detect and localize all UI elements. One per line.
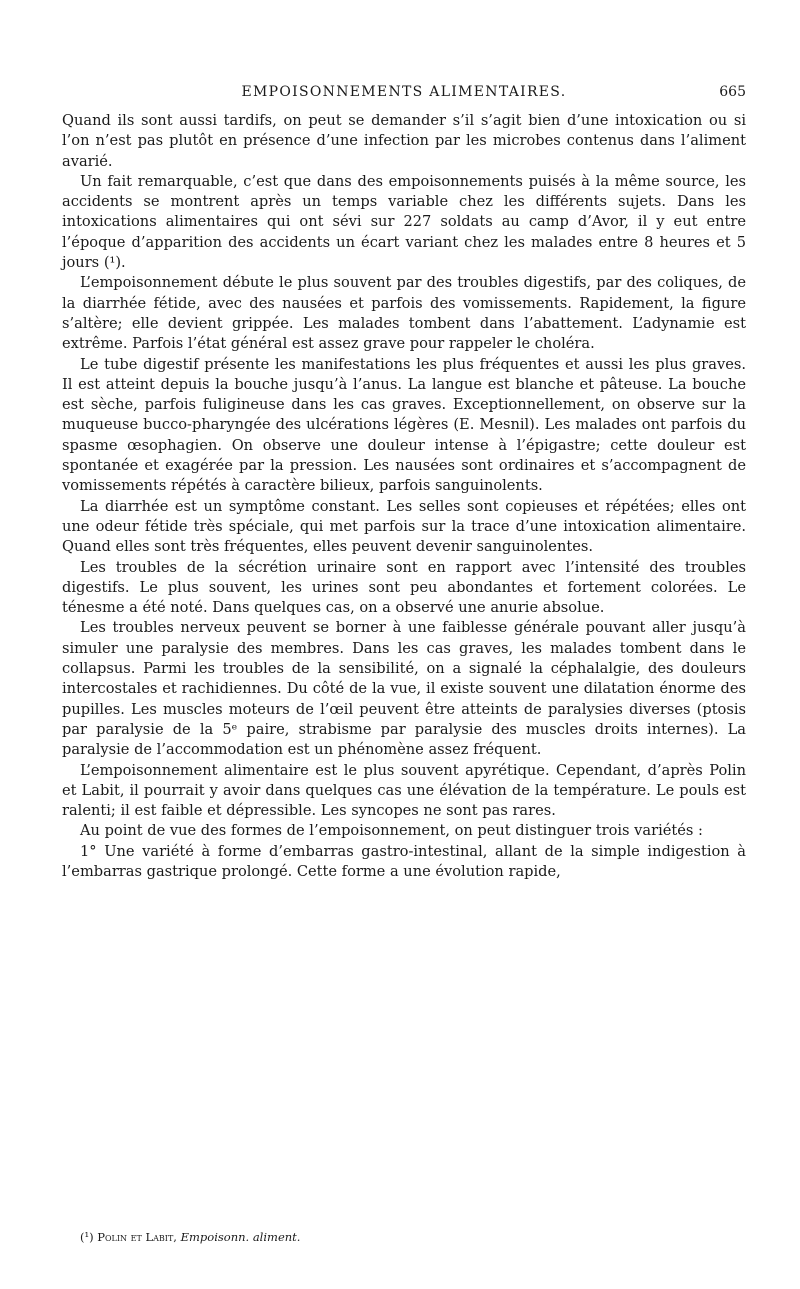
paragraph: Au point de vue des formes de l’empoisonnement, on peut distinguer trois variétés : bbox=[80, 822, 703, 840]
paragraph: Les troubles nerveux peuvent se borner à une faiblesse générale pouvant aller jusqu’à simuler une paralysie des membres. Dans les cas graves, les malades tombent dans le collapsus. Parmi les troubles de la sensibilité, on a signalé la céphalalgie, des douleurs intercostales et rachidiennes. Du côté de la vue, il existe souvent une dilatation énorme des pupilles. Les muscles moteurs de l’œil peuvent être atteints de paralysies diverses (ptosis par paralysie de la 5ᵉ paire, strabisme par paralysie des muscles droits internes). La paralysie de l’accommodation est un phénomène assez fréquent. bbox=[62, 619, 746, 759]
paragraph: La diarrhée est un symptôme constant. Les selles sont copieuses et répétées; elles ont une odeur fétide très spéciale, qui met parfois sur la trace d’une intoxication alimentaire. Quand elles sont très fréquentes, elles peuvent devenir sanguinolentes. bbox=[62, 497, 746, 556]
page-number: 665 bbox=[719, 84, 746, 100]
paragraph: L’empoisonnement alimentaire est le plus souvent apyrétique. Cependant, d’après Polin et Labit, il pourrait y avoir dans quelques cas une élévation de la température. Le pouls est ralenti; il est faible et dépressible. Les syncopes ne sont pas rares. bbox=[62, 761, 746, 820]
paragraph: L’empoisonnement débute le plus souvent par des troubles digestifs, par des coliques, de la diarrhée fétide, avec des nausées et parfois des vomissements. Rapidement, la figure s’altère; elle devient grippée. Les malades tombent dans l’abattement. L’adynamie est extrême. Parfois l’état général est assez grave pour rappeler le choléra. bbox=[62, 274, 746, 353]
paragraph: Le tube digestif présente les manifestations les plus fréquentes et aussi les plus graves. Il est atteint depuis la bouche jusqu’à l’anus. La langue est blanche et pâteuse. La bouche est sèche, parfois fuligineuse dans les cas graves. Exceptionnellement, on observe sur la muqueuse bucco-pharyngée des ulcérations légères (E. Mesnil). Les malades ont parfois du spasme œsophagien. On observe une douleur intense à l’épigastre; cette douleur est spontanée et exagérée par la pression. Les nausées sont ordinaires et s’accompagnent de vomissements répétés à caractère bilieux, parfois sanguinolents. bbox=[62, 355, 746, 495]
running-title: EMPOISONNEMENTS ALIMENTAIRES. bbox=[241, 84, 567, 100]
paragraph: 1° Une variété à forme d’embarras gastro-intestinal, allant de la simple indigestion à l’embarras gastrique prolongé. Cette forme a une évolution rapide, bbox=[62, 842, 746, 880]
footnote-work: Empoisonn. aliment. bbox=[180, 1230, 301, 1244]
paragraph-continuation: Quand ils sont aussi tardifs, on peut se demander s’il s’agit bien d’une intoxication ou si l’on n’est pas plutôt en présence d’une infection par les microbes contenus dans l’aliment avarié. bbox=[62, 112, 746, 170]
footnote-marker: (¹) bbox=[80, 1230, 94, 1244]
paragraph: Les troubles de la sécrétion urinaire sont en rapport avec l’intensité des troubles digestifs. Le plus souvent, les urines sont peu abondantes et fortement colorées. Le ténesme a été noté. Dans quelques cas, on a observé une anurie absolue. bbox=[62, 558, 746, 617]
footnote-authors: Polin et Labit, bbox=[97, 1230, 177, 1244]
footnote bbox=[80, 1230, 740, 1244]
paragraph: Un fait remarquable, c’est que dans des empoisonnements puisés à la même source, les accidents se montrent après un temps variable chez les différents sujets. Dans les intoxications alimentaires qui ont sévi sur 227 soldats au camp d’Avor, il y eut entre l’époque d’apparition des accidents un écart variant chez les malades entre 8 heures et 5 jours (¹). bbox=[62, 172, 746, 272]
body-text bbox=[62, 111, 746, 882]
running-head bbox=[62, 80, 746, 104]
